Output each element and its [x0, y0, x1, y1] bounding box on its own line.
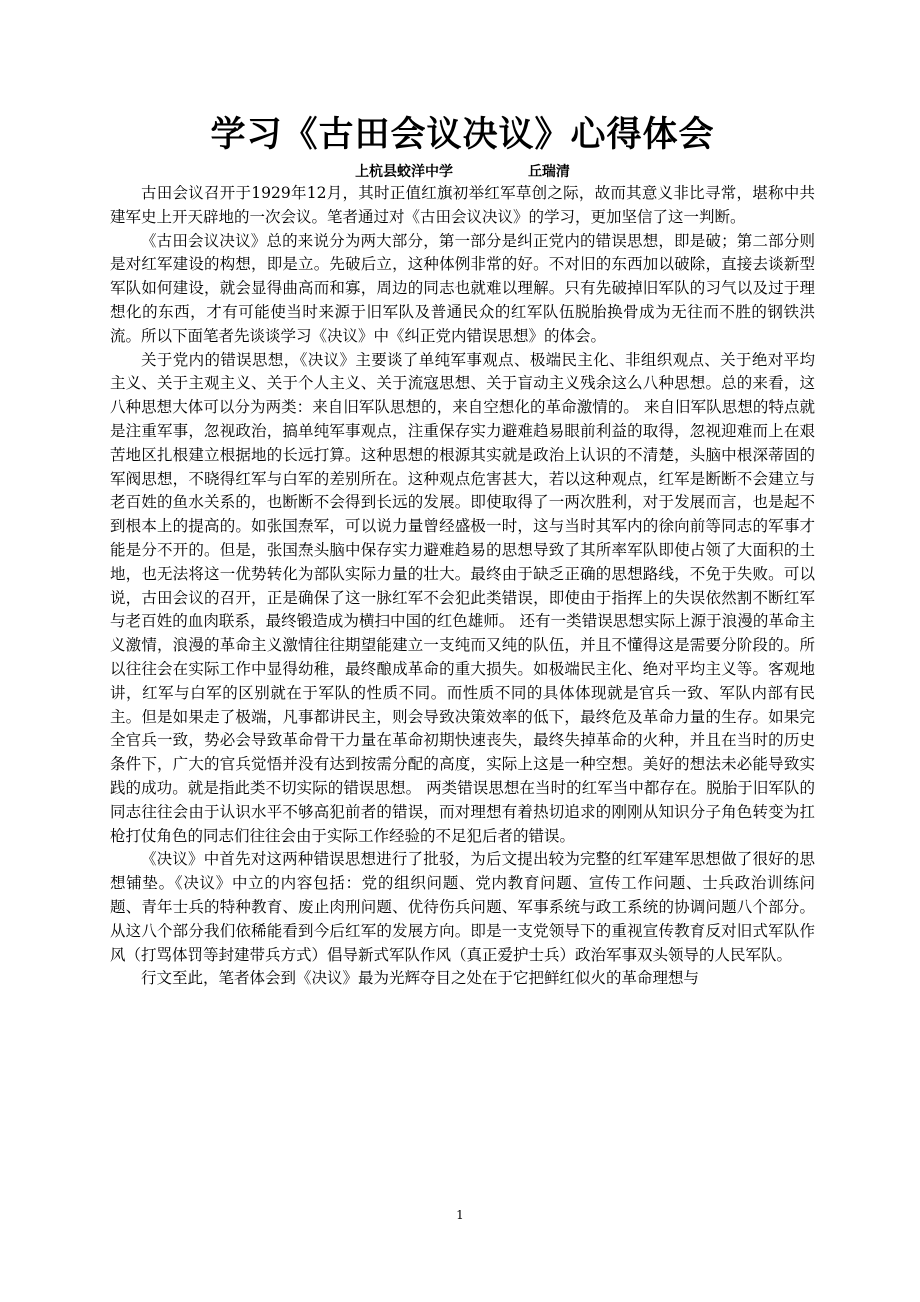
paragraph-2: 《古田会议决议》总的来说分为两大部分，第一部分是纠正党内的错误思想，即是破；第二部分则是对红军建设的构想，即是立。先破后立，这种体例非常的好。不对旧的东西加以破除，直接去谈新型军队如何建设，就会显得曲高而和寡，周边的同志也就难以理解。只有先破掉旧军队的习气以及过于理想化的东西，才有可能使当时来源于旧军队及普通民众的红军队伍脱胎换骨成为无往而不胜的钢铁洪流。所以下面笔者先谈谈学习《决议》中《纠正党内错误思想》的体会。	[110, 231, 815, 345]
paragraph-5: 行文至此，笔者体会到《决议》最为光辉夺目之处在于它把鲜红似火的革命理想与	[141, 969, 700, 988]
document-title: 学习《古田会议决议》心得体会	[210, 115, 715, 155]
byline	[110, 162, 815, 182]
document-page	[110, 112, 815, 991]
page-number: 1	[456, 1208, 464, 1222]
byline-school: 上杭县蛟洋中学	[355, 164, 454, 180]
paragraph-4: 《决议》中首先对这两种错误思想进行了批驳，为后文提出较为完整的红军建军思想做了很好的思想铺垫。《决议》中立的内容包括：党的组织问题、党内教育问题、宣传工作问题、士兵政治训练问题、青年士兵的特种教育、废止肉刑问题、优待伤兵问题、军事系统与政工系统的协调问题八个部分。 从这八个部分我们依稀能看到今后红军的发展方向。即是一支党领导下的重视宣传教育反对旧式军队作风（打骂体罚等封建带兵方式）倡导新式军队作风（真正爱护士兵）政治军事双头领导的人民军队。	[110, 850, 815, 964]
byline-author: 丘瑞清	[527, 164, 570, 180]
paragraph-1: 古田会议召开于1929年12月，其时正值红旗初举红军草创之际，故而其意义非比寻常，堪称中共建军史上开天辟地的一次会议。笔者通过对《古田会议决议》的学习，更加坚信了这一判断。	[110, 184, 815, 226]
paragraph-3: 关于党内的错误思想，《决议》主要谈了单纯军事观点、极端民主化、非组织观点、关于绝对平均主义、关于主观主义、关于个人主义、关于流寇思想、关于盲动主义残余这么八种思想。总的来看，这八种思想大体可以分为两类：来自旧军队思想的，来自空想化的革命激情的。 来自旧军队思想的特点就是注重军事，忽视政治，搞单纯军事观点，注重保存实力避难趋易眼前利益的取得，忽视迎难而上在艰苦地区扎根建立根据地的长远打算。这种思想的根源其实就是政治上认识的不清楚，头脑中根深蒂固的军阀思想，不晓得红军与白军的差别所在。这种观点危害甚大，若以这种观点，红军是断断不会建立与老百姓的鱼水关系的，也断断不会得到长远的发展。即使取得了一两次胜利，对于发展而言，也是起不到根本上的提高的。如张国焘军，可以说力量曾经盛极一时，这与当时其军内的徐向前等同志的军事才能是分不开的。但是，张国焘头脑中保存实力避难趋易的思想导致了其所率军队即使占领了大面积的土地，也无法将这一优势转化为部队实际力量的壮大。最终由于缺乏正确的思想路线，不免于失败。可以说，古田会议的召开，正是确保了这一脉红军不会犯此类错误，即使由于指挥上的失误依然割不断红军与老百姓的血肉联系，最终锻造成为横扫中国的红色雄师。 还有一类错误思想实际上源于浪漫的革命主义激情，浪漫的革命主义激情往往期望能建立一支纯而又纯的队伍，并且不懂得这是需要分阶段的。所以往往会在实际工作中显得幼稚，最终酿成革命的重大损失。如极端民主化、绝对平均主义等。客观地讲，红军与白军的区别就在于军队的性质不同。而性质不同的具体体现就是官兵一致、军队内部有民主。但是如果走了极端，凡事都讲民主，则会导致决策效率的低下，最终危及革命力量的生存。如果完全官兵一致，势必会导致革命骨干力量在革命初期快速丧失，最终失掉革命的火种，并且在当时的历史条件下，广大的官兵觉悟并没有达到按需分配的高度，实际上这是一种空想。美好的想法未必能导致实践的成功。就是指此类不切实际的错误思想。 两类错误思想在当时的红军当中都存在。脱胎于旧军队的同志往往会由于认识水平不够高犯前者的错误，而对理想有着热切追求的刚刚从知识分子角色转变为扛枪打仗角色的同志们往往会由于实际工作经验的不足犯后者的错误。	[110, 350, 815, 845]
